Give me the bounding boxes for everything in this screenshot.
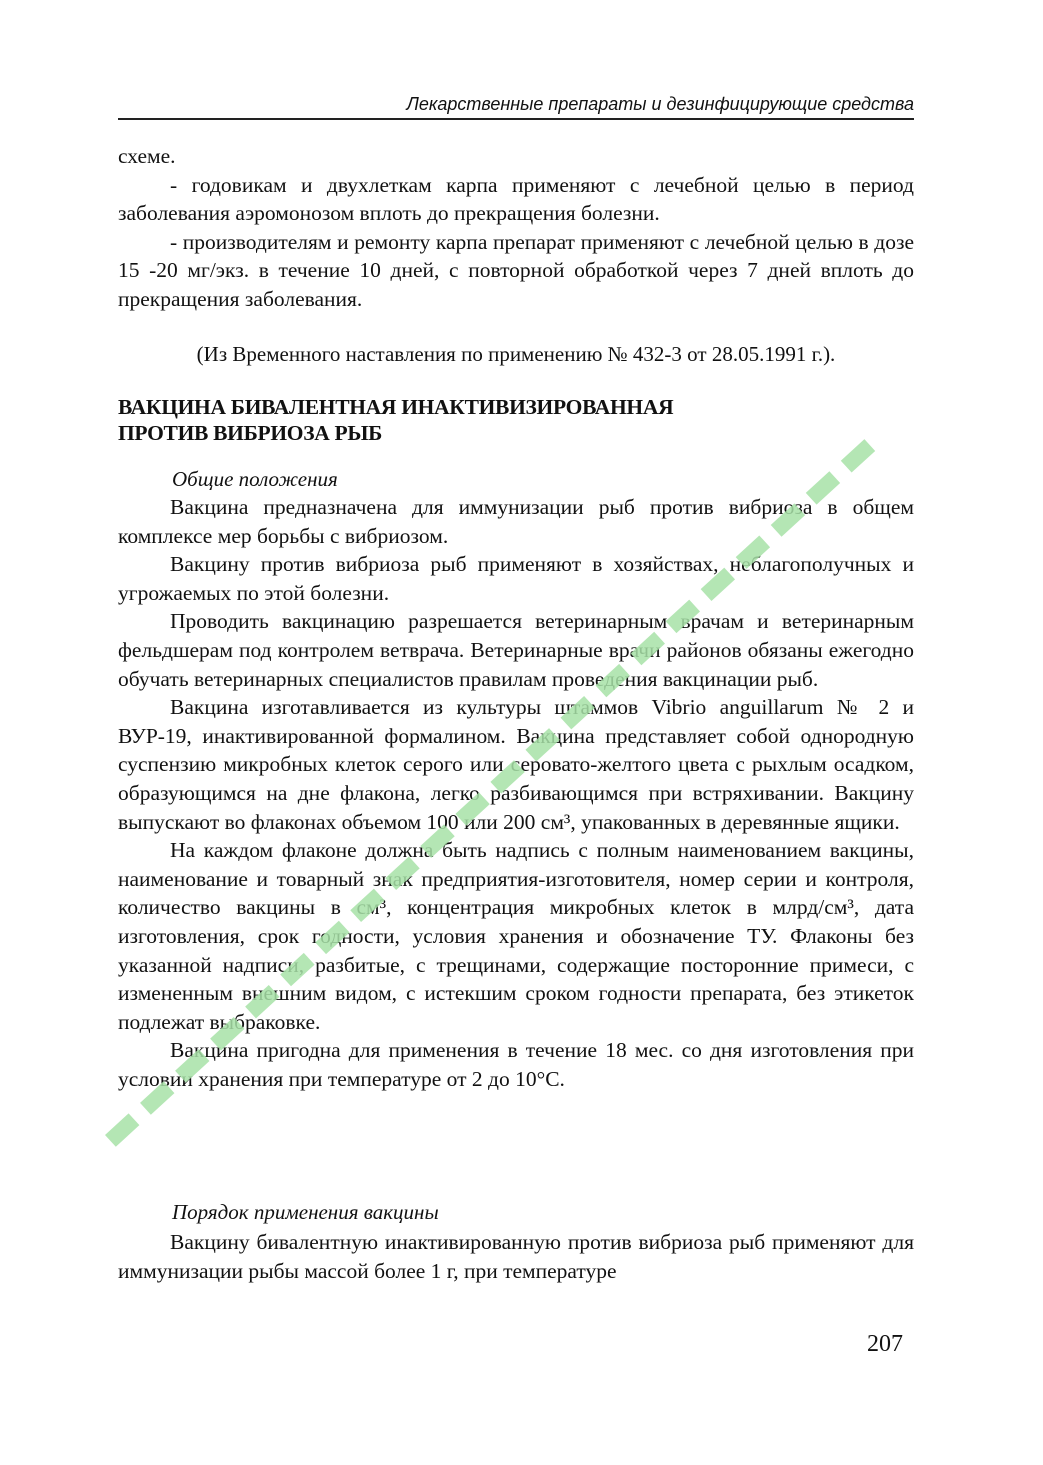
page-number: 207 — [867, 1331, 903, 1357]
section-title-line: ВАКЦИНА БИВАЛЕНТНАЯ ИНАКТИВИЗИРОВАННАЯ — [118, 395, 674, 419]
body-paragraph: Проводить вакцинацию разрешается ветеринарным врачам и ветеринарным фельдшерам под контролем ветврача. Ветеринарные врачи районов обязаны ежегодно обучать ветеринарных специалистов правилам проведения вакцинации рыб. — [118, 609, 914, 691]
usage-text — [118, 1228, 914, 1285]
intro-paragraph: схеме. — [118, 144, 176, 168]
running-header: Лекарственные препараты и дезинфицирующие средства — [406, 94, 914, 114]
body-paragraph: Вакцина предназначена для иммунизации рыб против вибриоза в общем комплексе мер борьбы с вибриозом. — [118, 495, 914, 548]
header-rule — [118, 118, 914, 120]
body-paragraph: Вакцину бивалентную инактивированную против вибриоза рыб применяют для иммунизации рыбы массой более 1 г, при температуре — [118, 1230, 914, 1283]
body-paragraph: Вакцина пригодна для применения в течение 18 мес. со дня изготовления при условии хранения при температуре от 2 до 10°С. — [118, 1038, 914, 1091]
intro-text — [118, 142, 914, 314]
citation: (Из Временного наставления по применению № 432-3 от 28.05.1991 г.). — [196, 342, 836, 366]
subheading-usage: Порядок применения вакцины — [172, 1200, 439, 1224]
body-paragraph: Вакцину против вибриоза рыб применяют в хозяйствах, неблагополучных и угрожаемых по этой болезни. — [118, 552, 914, 605]
intro-paragraph: - производителям и ремонту карпа препарат применяют с лечебной целью в дозе 15 -20 мг/экз. в течение 10 дней, с повторной обработкой через 7 дней вплоть до прекращения заболевания. — [118, 229, 914, 311]
intro-paragraph: - годовикам и двухлеткам карпа применяют с лечебной целью в период заболевания аэромонозом вплоть до прекращения болезни. — [118, 172, 914, 226]
subheading-general: Общие положения — [172, 467, 338, 491]
section-title-line: ПРОТИВ ВИБРИОЗА РЫБ — [118, 421, 383, 445]
body-paragraph: Вакцина изготавливается из культуры штаммов Vibrio anguillarum № 2 и ВУР-19, инактивированной формалином. Вакцина представляет собой однородную суспензию микробных клеток серого или серовато-желтого цвета с рыхлым осадком, образующимся на дне флакона, легко разбивающимся при встряхивании. Вакцину выпускают во флаконах объемом 100 или 200 см³, упакованных в деревянные ящики. — [118, 695, 914, 834]
body-paragraph: На каждом флаконе должна быть надпись с полным наименованием вакцины, наименование и товарный знак предприятия-изготовителя, номер серии и контроля, количество вакцины в см³, концентрация микробных клеток в млрд/см³, дата изготовления, срок годности, условия хранения и обозначение ТУ. Флаконы без указанной надписи, разбитые, с трещинами, содержащие посторонние примеси, с измененным внешним видом, с истекшим сроком годности препарата, без этикеток подлежат выбраковке. — [118, 838, 914, 1034]
general-text — [118, 493, 914, 1093]
section-title — [118, 394, 914, 446]
